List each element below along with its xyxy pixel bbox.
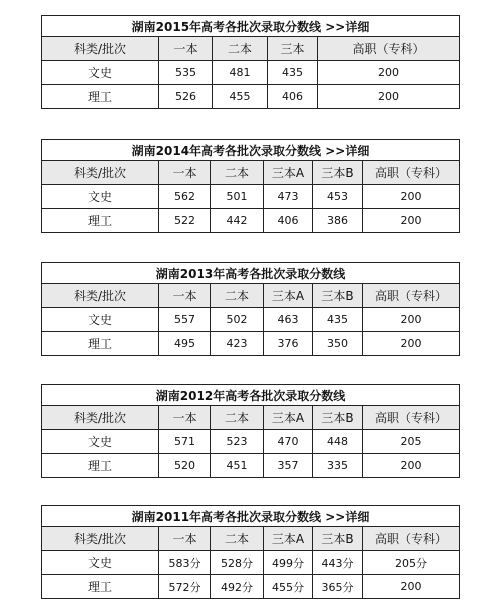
column-header: 一本 [159,161,211,185]
table-cell: 473 [264,185,313,209]
table-cell: 406 [268,85,318,109]
table-row [42,454,460,478]
column-header: 一本 [159,284,211,308]
table-cell: 205 [363,430,460,454]
table-row [42,551,460,575]
row-label: 文史 [42,61,159,85]
table-cell: 495 [159,332,211,356]
table-cell: 435 [313,308,363,332]
column-header: 三本B [313,284,363,308]
table-cell: 200 [318,61,460,85]
table-cell: 455 [213,85,268,109]
column-header: 科类/批次 [42,527,159,551]
table-cell: 200 [363,308,460,332]
column-header: 高职（专科） [363,527,460,551]
table-cell: 451 [211,454,264,478]
table-title: 湖南2011年高考各批次录取分数线 >>详细 [42,506,460,527]
table-cell: 205分 [363,551,460,575]
column-header: 一本 [159,37,213,61]
table-cell: 376 [264,332,313,356]
table-cell: 406 [264,209,313,233]
column-header: 二本 [211,284,264,308]
table-cell: 200 [318,85,460,109]
row-label: 理工 [42,454,159,478]
table-cell: 453 [313,185,363,209]
score-table-2 [41,262,460,356]
row-label: 理工 [42,209,159,233]
column-header: 科类/批次 [42,161,159,185]
table-cell: 200 [363,575,460,599]
table-cell: 571 [159,430,211,454]
table-cell: 557 [159,308,211,332]
table-cell: 200 [363,454,460,478]
table-cell: 357 [264,454,313,478]
score-table-0 [41,15,460,109]
column-header: 三本A [264,527,313,551]
column-header: 二本 [211,527,264,551]
table-cell: 502 [211,308,264,332]
column-header: 三本A [264,161,313,185]
table-row [42,85,460,109]
score-table-4 [41,505,460,599]
table-cell: 499分 [264,551,313,575]
score-table-3 [41,384,460,478]
column-header: 高职（专科） [363,406,460,430]
table-cell: 200 [363,332,460,356]
table-title: 湖南2013年高考各批次录取分数线 [42,263,460,284]
column-header: 科类/批次 [42,284,159,308]
table-cell: 528分 [211,551,264,575]
table-cell: 200 [363,185,460,209]
column-header: 三本A [264,406,313,430]
table-title: 湖南2015年高考各批次录取分数线 >>详细 [42,16,460,37]
table-cell: 523 [211,430,264,454]
row-label: 文史 [42,308,159,332]
row-label: 文史 [42,185,159,209]
table-cell: 526 [159,85,213,109]
column-header: 科类/批次 [42,37,159,61]
table-cell: 335 [313,454,363,478]
table-cell: 481 [213,61,268,85]
table-cell: 572分 [159,575,211,599]
table-cell: 200 [363,209,460,233]
table-row [42,575,460,599]
table-cell: 386 [313,209,363,233]
column-header: 三本 [268,37,318,61]
table-title: 湖南2014年高考各批次录取分数线 >>详细 [42,140,460,161]
column-header: 二本 [211,406,264,430]
column-header: 一本 [159,406,211,430]
table-cell: 455分 [264,575,313,599]
table-cell: 442 [211,209,264,233]
column-header: 三本B [313,161,363,185]
table-cell: 522 [159,209,211,233]
column-header: 三本B [313,406,363,430]
table-cell: 520 [159,454,211,478]
table-cell: 365分 [313,575,363,599]
table-cell: 350 [313,332,363,356]
table-cell: 423 [211,332,264,356]
column-header: 一本 [159,527,211,551]
table-cell: 492分 [211,575,264,599]
row-label: 理工 [42,332,159,356]
table-cell: 448 [313,430,363,454]
row-label: 文史 [42,430,159,454]
table-cell: 435 [268,61,318,85]
column-header: 二本 [213,37,268,61]
table-row [42,61,460,85]
table-row [42,308,460,332]
column-header: 高职（专科） [363,161,460,185]
table-cell: 470 [264,430,313,454]
table-title: 湖南2012年高考各批次录取分数线 [42,385,460,406]
table-cell: 443分 [313,551,363,575]
table-cell: 562 [159,185,211,209]
column-header: 高职（专科） [318,37,460,61]
table-cell: 535 [159,61,213,85]
table-row [42,332,460,356]
row-label: 理工 [42,85,159,109]
score-table-1 [41,139,460,233]
column-header: 二本 [211,161,264,185]
column-header: 三本B [313,527,363,551]
row-label: 文史 [42,551,159,575]
row-label: 理工 [42,575,159,599]
table-cell: 583分 [159,551,211,575]
table-row [42,185,460,209]
column-header: 高职（专科） [363,284,460,308]
table-cell: 463 [264,308,313,332]
table-row [42,430,460,454]
column-header: 三本A [264,284,313,308]
table-cell: 501 [211,185,264,209]
table-row [42,209,460,233]
column-header: 科类/批次 [42,406,159,430]
